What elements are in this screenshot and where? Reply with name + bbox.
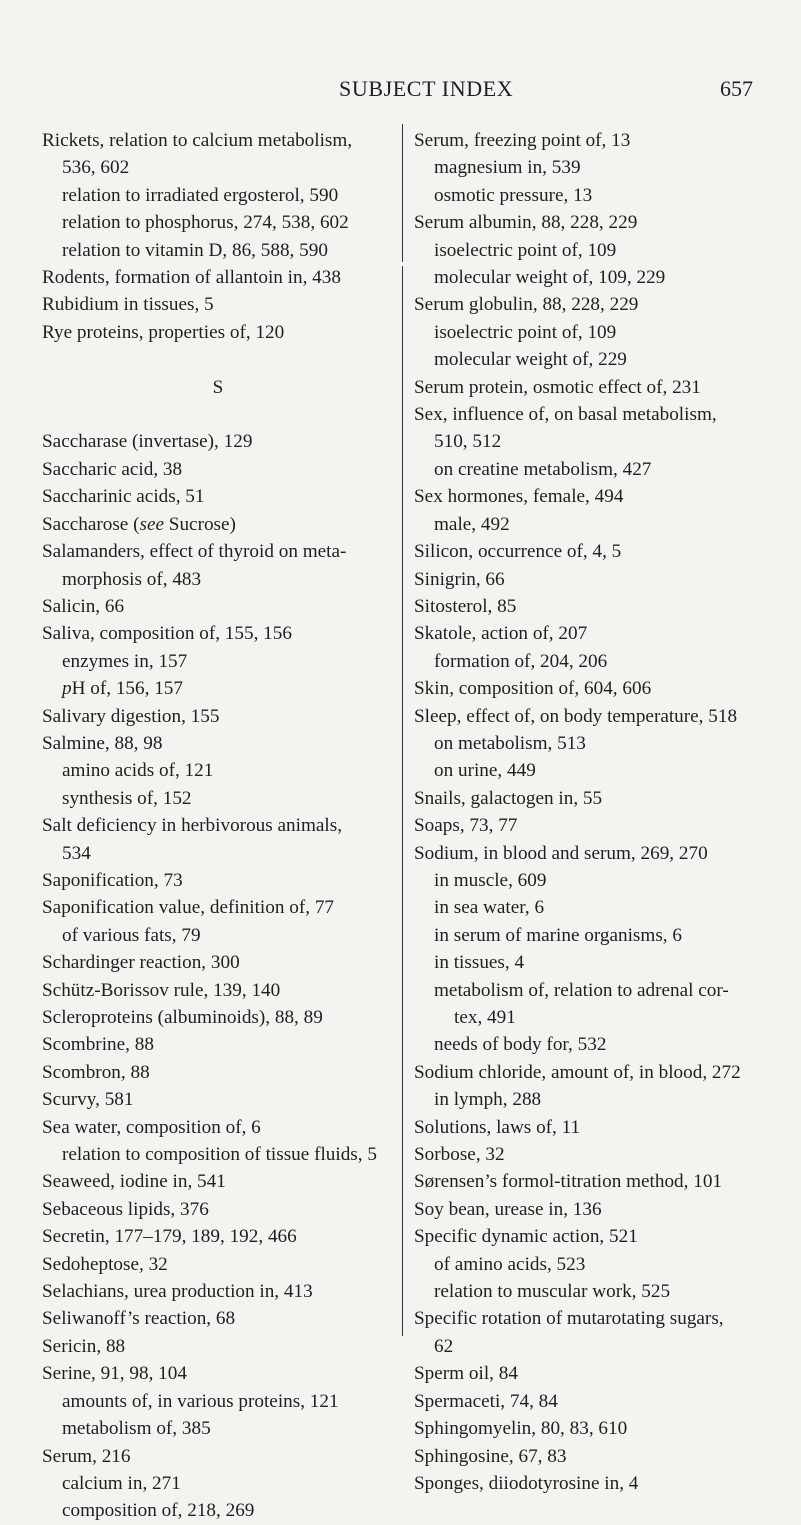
index-subentry: enzymes in, 157 <box>62 650 188 672</box>
index-subentry: on urine, 449 <box>434 760 536 782</box>
index-subentry: 62 <box>434 1335 454 1357</box>
index-entry: Sea water, composition of, 6 <box>42 1116 261 1138</box>
index-entry: Snails, galactogen in, 55 <box>414 787 603 809</box>
index-subentry: amounts of, in various proteins, 121 <box>62 1390 339 1412</box>
index-entry: Sørensen’s formol-titration method, 101 <box>414 1171 723 1193</box>
index-entry <box>42 346 394 373</box>
index-subentry: morphosis of, 483 <box>62 568 202 590</box>
index-entry: Salivary digestion, 155 <box>42 705 220 727</box>
index-entry: Sphingosine, 67, 83 <box>414 1445 567 1467</box>
index-entry: Sitosterol, 85 <box>414 595 517 617</box>
index-entry: Rickets, relation to calcium metabolism, <box>42 130 353 151</box>
index-entry: Rubidium in tissues, 5 <box>42 294 214 316</box>
index-entry: Saccharinic acids, 51 <box>42 486 205 508</box>
index-entry: Specific rotation of mutarotating sugars, <box>414 1308 724 1330</box>
index-entry: Seliwanoff’s reaction, 68 <box>42 1308 236 1330</box>
index-subentry: relation to irradiated ergosterol, 590 <box>62 184 339 206</box>
index-entry: Saccharose (see Sucrose) <box>42 513 236 535</box>
index-entry: Sperm oil, 84 <box>414 1363 518 1385</box>
index-subentry: isoelectric point of, 109 <box>434 321 617 343</box>
index-entry: Rye proteins, properties of, 120 <box>42 321 285 343</box>
index-entry: Salt deficiency in herbivorous animals, <box>42 815 342 837</box>
index-subentry: in tissues, 4 <box>434 952 525 974</box>
index-subentry: composition of, 218, 269 <box>62 1500 255 1522</box>
index-column-right <box>414 127 766 1497</box>
index-entry: Specific dynamic action, 521 <box>414 1226 638 1248</box>
running-title: SUBJECT INDEX <box>339 76 514 101</box>
index-entry: Scombron, 88 <box>42 1061 150 1083</box>
index-subentry: on creatine metabolism, 427 <box>434 458 652 480</box>
index-entry: Scurvy, 581 <box>42 1089 134 1111</box>
column-divider-gap <box>400 262 405 266</box>
index-entry: Sex hormones, female, 494 <box>414 486 624 508</box>
index-subentry: calcium in, 271 <box>62 1472 181 1494</box>
index-entry: Saccharase (invertase), 129 <box>42 431 253 453</box>
index-entry: Sodium, in blood and serum, 269, 270 <box>414 842 708 864</box>
index-subentry: relation to vitamin D, 86, 588, 590 <box>62 239 328 261</box>
index-subentry: formation of, 204, 206 <box>434 650 608 672</box>
index-entry: Saliva, composition of, 155, 156 <box>42 623 292 645</box>
index-entry: Salamanders, effect of thyroid on meta- <box>42 541 347 563</box>
index-entry: Schütz-Borissov rule, 139, 140 <box>42 979 281 1001</box>
index-subentry: synthesis of, 152 <box>62 787 192 809</box>
index-subentry: relation to muscular work, 525 <box>434 1281 671 1303</box>
index-subentry: 534 <box>62 842 91 864</box>
page-number: 657 <box>720 76 753 101</box>
index-subentry: molecular weight of, 229 <box>434 349 627 371</box>
index-entry: Sodium chloride, amount of, in blood, 272 <box>414 1061 741 1083</box>
index-subentry: amino acids of, 121 <box>62 760 214 782</box>
index-subentry: 510, 512 <box>434 431 502 453</box>
index-entry: Sponges, diiodotyrosine in, 4 <box>414 1472 639 1494</box>
index-entry: Sedoheptose, 32 <box>42 1253 168 1275</box>
index-entry: Spermaceti, 74, 84 <box>414 1390 558 1412</box>
index-subentry: male, 492 <box>434 513 510 535</box>
index-entry: Sleep, effect of, on body temperature, 518 <box>414 705 738 727</box>
index-subentry: of amino acids, 523 <box>434 1253 586 1275</box>
index-entry: Serum, freezing point of, 13 <box>414 130 631 151</box>
index-subentry: in lymph, 288 <box>434 1089 542 1111</box>
index-entry: Serum globulin, 88, 228, 229 <box>414 294 639 316</box>
index-subentry: in muscle, 609 <box>434 869 547 891</box>
index-entry: Sex, influence of, on basal metabolism, <box>414 404 717 426</box>
index-entry: Saccharic acid, 38 <box>42 458 183 480</box>
index-entry <box>42 401 394 428</box>
index-entry: Rodents, formation of allantoin in, 438 <box>42 267 341 289</box>
index-entry: Soaps, 73, 77 <box>414 815 518 837</box>
index-subentry: metabolism of, 385 <box>62 1418 211 1440</box>
index-entry: Salicin, 66 <box>42 595 125 617</box>
index-subentry: relation to phosphorus, 274, 538, 602 <box>62 212 349 234</box>
index-entry: Sebaceous lipids, 376 <box>42 1198 209 1220</box>
index-entry: Sinigrin, 66 <box>414 568 505 590</box>
index-entry: Serum albumin, 88, 228, 229 <box>414 212 638 234</box>
index-entry: Sericin, 88 <box>42 1335 126 1357</box>
index-entry: Schardinger reaction, 300 <box>42 952 240 974</box>
index-column-left <box>42 127 394 1525</box>
section-letter: S <box>212 376 224 398</box>
index-subentry: relation to composition of tissue fluids, 5 <box>62 1144 377 1166</box>
index-subentry: magnesium in, 539 <box>434 157 581 179</box>
index-subentry: in serum of marine organisms, 6 <box>434 924 682 946</box>
index-entry: Solutions, laws of, 11 <box>414 1116 581 1138</box>
column-divider <box>402 124 403 1336</box>
index-entry: Seaweed, iodine in, 541 <box>42 1171 226 1193</box>
index-entry: Skin, composition of, 604, 606 <box>414 678 652 700</box>
index-entry: Serum, 216 <box>42 1445 131 1467</box>
index-subentry: needs of body for, 532 <box>434 1034 607 1056</box>
index-entry: Silicon, occurrence of, 4, 5 <box>414 541 622 563</box>
index-entry: Serum protein, osmotic effect of, 231 <box>414 376 701 398</box>
index-entry: Saponification, 73 <box>42 869 183 891</box>
index-subentry: of various fats, 79 <box>62 924 201 946</box>
index-entry: Sorbose, 32 <box>414 1144 505 1166</box>
index-subentry: metabolism of, relation to adrenal cor- <box>434 979 729 1001</box>
index-entry: Skatole, action of, 207 <box>414 623 588 645</box>
index-subentry: 536, 602 <box>62 157 130 179</box>
index-entry: Saponification value, definition of, 77 <box>42 897 335 919</box>
index-entry: Soy bean, urease in, 136 <box>414 1198 602 1220</box>
index-entry: Selachians, urea production in, 413 <box>42 1281 313 1303</box>
index-entry: Sphingomyelin, 80, 83, 610 <box>414 1418 628 1440</box>
index-subentry: on metabolism, 513 <box>434 732 586 754</box>
index-subentry: molecular weight of, 109, 229 <box>434 267 666 289</box>
page-header <box>0 76 801 106</box>
index-entry: Secretin, 177–179, 189, 192, 466 <box>42 1226 297 1248</box>
index-entry: Salmine, 88, 98 <box>42 732 163 754</box>
index-subentry: pH of, 156, 157 <box>62 678 183 700</box>
index-entry: Serine, 91, 98, 104 <box>42 1363 187 1385</box>
index-entry: Scombrine, 88 <box>42 1034 154 1056</box>
index-subentry: tex, 491 <box>454 1007 516 1028</box>
index-subentry: osmotic pressure, 13 <box>434 184 593 206</box>
index-subentry: in sea water, 6 <box>434 897 545 919</box>
index-entry: Scleroproteins (albuminoids), 88, 89 <box>42 1007 323 1028</box>
index-subentry: isoelectric point of, 109 <box>434 239 617 261</box>
